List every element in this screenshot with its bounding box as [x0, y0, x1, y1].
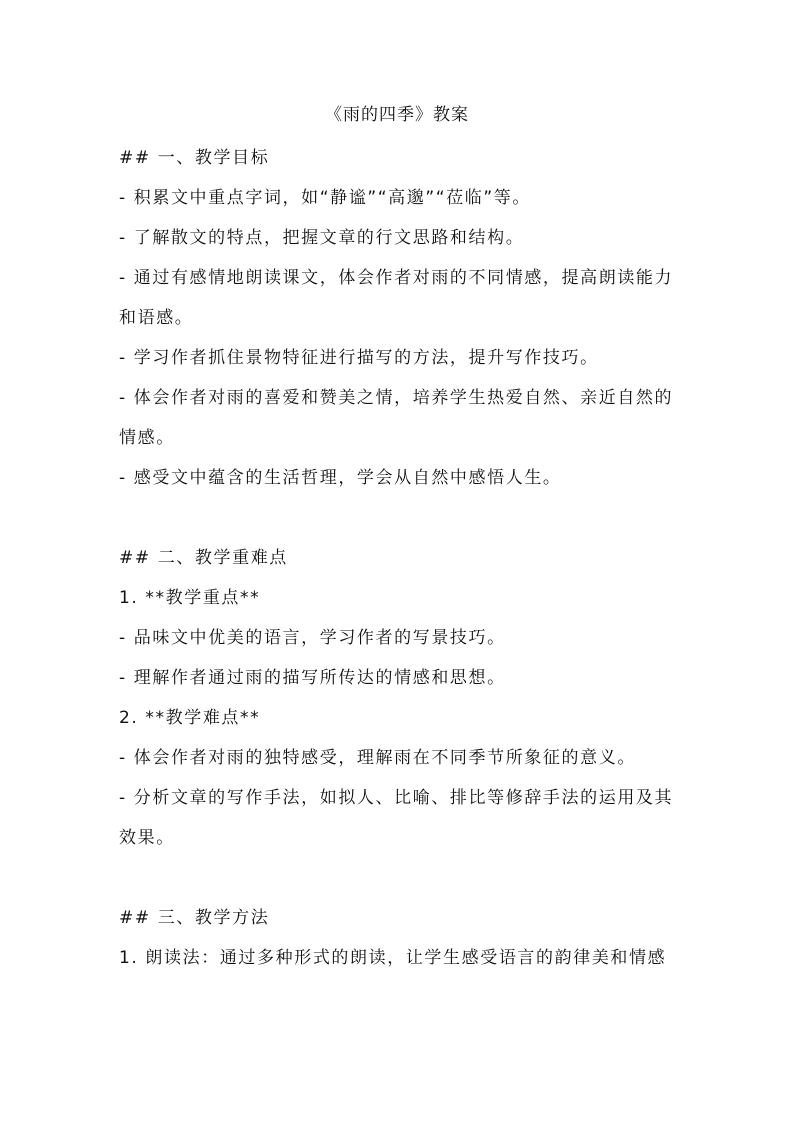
- body-line: - 体会作者对雨的喜爱和赞美之情，培养学生热爱自然、亲近自然的: [119, 388, 674, 408]
- body-line: - 理解作者通过雨的描写所传达的情感和思想。: [119, 668, 506, 688]
- body-line: - 学习作者抓住景物特征进行描写的方法，提升写作技巧。: [119, 348, 599, 368]
- body-line: - 感受文中蕴含的生活哲理，学会从自然中感悟人生。: [119, 468, 562, 488]
- body-line: - 积累文中重点字词，如“静谧”“高邈”“莅临”等。: [119, 188, 531, 208]
- body-line: 情感。: [119, 428, 175, 448]
- section-spacer: [119, 506, 679, 546]
- body-line: 1. **教学重点**: [119, 588, 261, 608]
- body-line: 和语感。: [119, 308, 194, 328]
- body-line: - 通过有感情地朗读课文，体会作者对雨的不同情感，提高朗读能力: [119, 268, 674, 288]
- section-heading: ## 一、教学目标: [119, 148, 270, 168]
- body-line: 2. **教学难点**: [119, 708, 261, 728]
- body-line: - 体会作者对雨的独特感受，理解雨在不同季节所象征的意义。: [119, 748, 636, 768]
- body-line: 1. 朗读法：通过多种形式的朗读，让学生感受语言的韵律美和情感: [119, 948, 667, 968]
- document-body: [119, 146, 679, 986]
- body-line: - 品味文中优美的语言，学习作者的写景技巧。: [119, 628, 506, 648]
- section-heading: ## 三、教学方法: [119, 908, 270, 928]
- body-line: - 了解散文的特点，把握文章的行文思路和结构。: [119, 228, 525, 248]
- section-heading: ## 二、教学重难点: [119, 548, 288, 568]
- body-line: 效果。: [119, 828, 175, 848]
- section-spacer: [119, 866, 679, 906]
- body-line: - 分析文章的写作手法，如拟人、比喻、排比等修辞手法的运用及其: [119, 788, 674, 808]
- document-title: 《雨的四季》教案: [325, 105, 469, 125]
